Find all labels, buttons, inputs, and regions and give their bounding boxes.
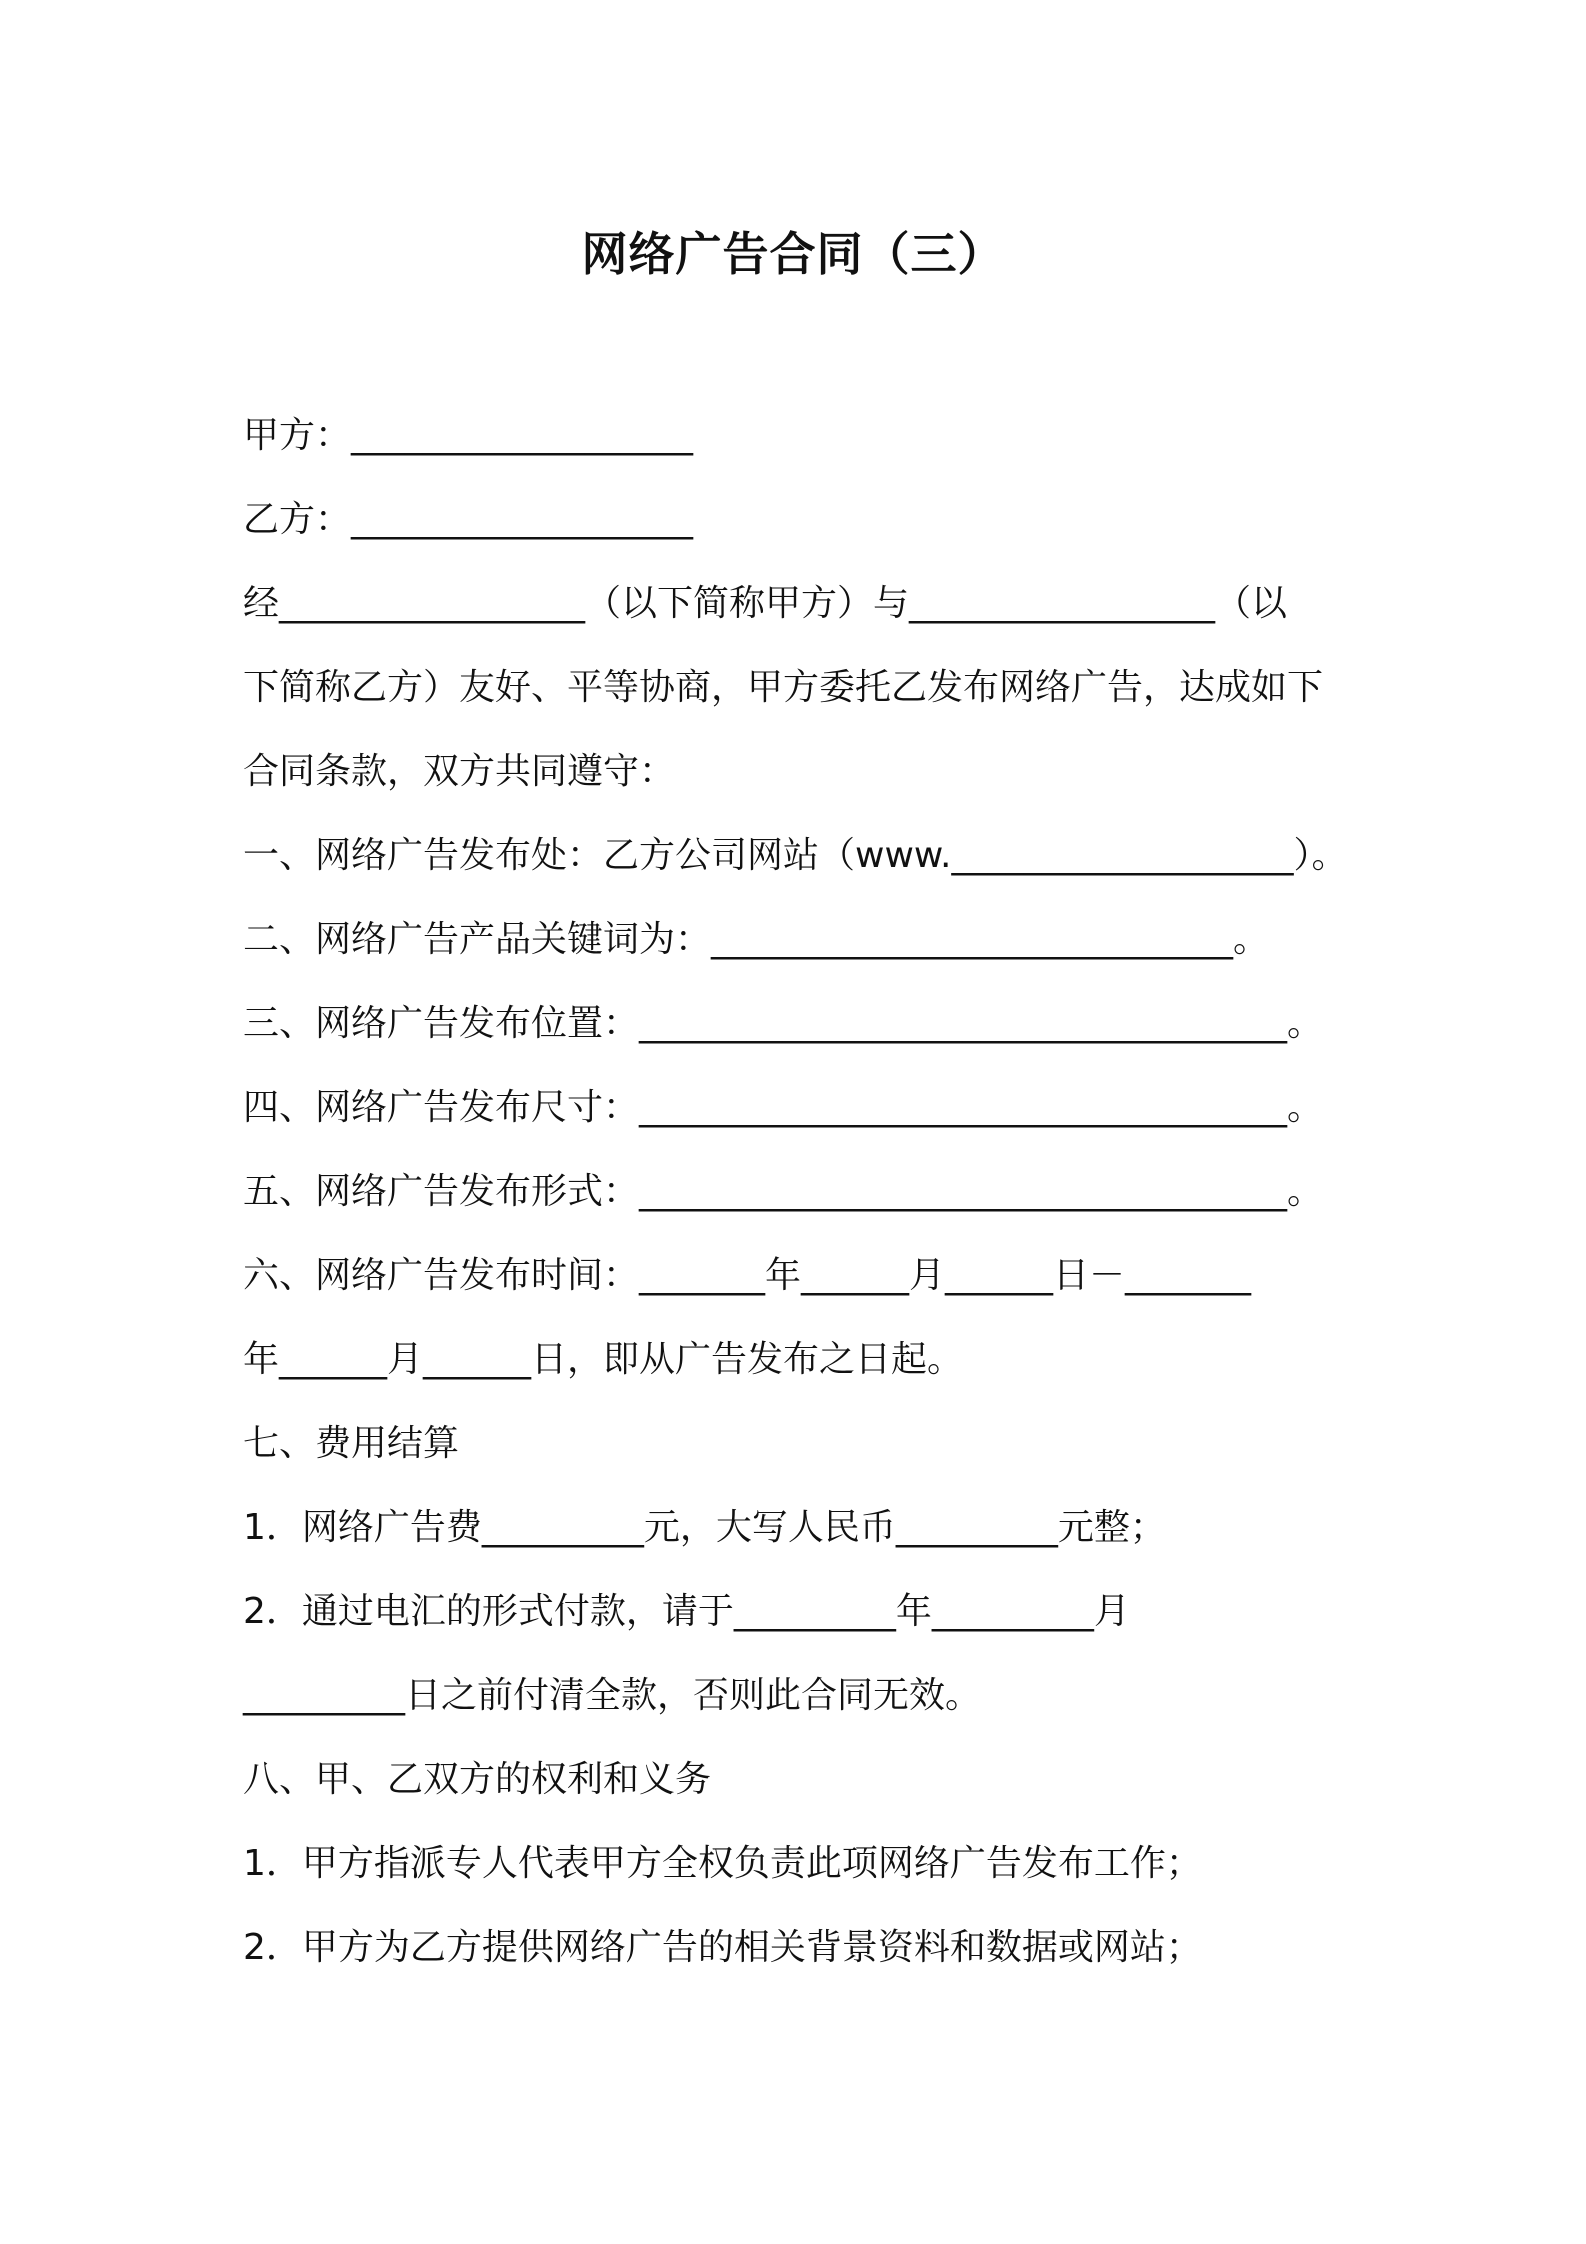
clause-6-line-1: 六、网络广告发布时间：_______年______月______日－_______ [243, 1255, 1252, 1296]
clause-1: 一、网络广告发布处：乙方公司网站（www.___________________）。 [243, 835, 1348, 876]
party-b-line: 乙方：___________________ [243, 499, 694, 540]
clause-7-item-2-line-1: 2．通过电汇的形式付款，请于_________年_________月 [243, 1591, 1130, 1632]
clause-8-heading: 八、甲、乙双方的权利和义务 [243, 1759, 712, 1800]
clause-5: 五、网络广告发布形式：____________________________________。 [243, 1171, 1324, 1212]
clause-2: 二、网络广告产品关键词为：_____________________________。 [243, 919, 1270, 960]
preamble-line-1: 经_________________（以下简称甲方）与_________________（以 [243, 583, 1288, 624]
clause-3: 三、网络广告发布位置：____________________________________。 [243, 1003, 1324, 1044]
clause-7-item-1: 1．网络广告费_________元，大写人民币_________元整； [243, 1507, 1166, 1548]
clause-7-item-2-line-2: _________日之前付清全款，否则此合同无效。 [243, 1675, 982, 1716]
document-title: 网络广告合同（三） [581, 227, 1005, 281]
clause-6-line-2: 年______月______日，即从广告发布之日起。 [243, 1339, 964, 1380]
clause-8-item-2: 2．甲方为乙方提供网络广告的相关背景资料和数据或网站； [243, 1927, 1202, 1968]
party-a-line: 甲方：___________________ [243, 415, 694, 456]
preamble-line-2: 下简称乙方）友好、平等协商，甲方委托乙发布网络广告，达成如下 [243, 667, 1324, 708]
clause-4: 四、网络广告发布尺寸：____________________________________。 [243, 1087, 1324, 1128]
clause-7-heading: 七、费用结算 [243, 1423, 460, 1464]
preamble-line-3: 合同条款，双方共同遵守： [243, 751, 676, 792]
clause-8-item-1: 1．甲方指派专人代表甲方全权负责此项网络广告发布工作； [243, 1843, 1202, 1884]
